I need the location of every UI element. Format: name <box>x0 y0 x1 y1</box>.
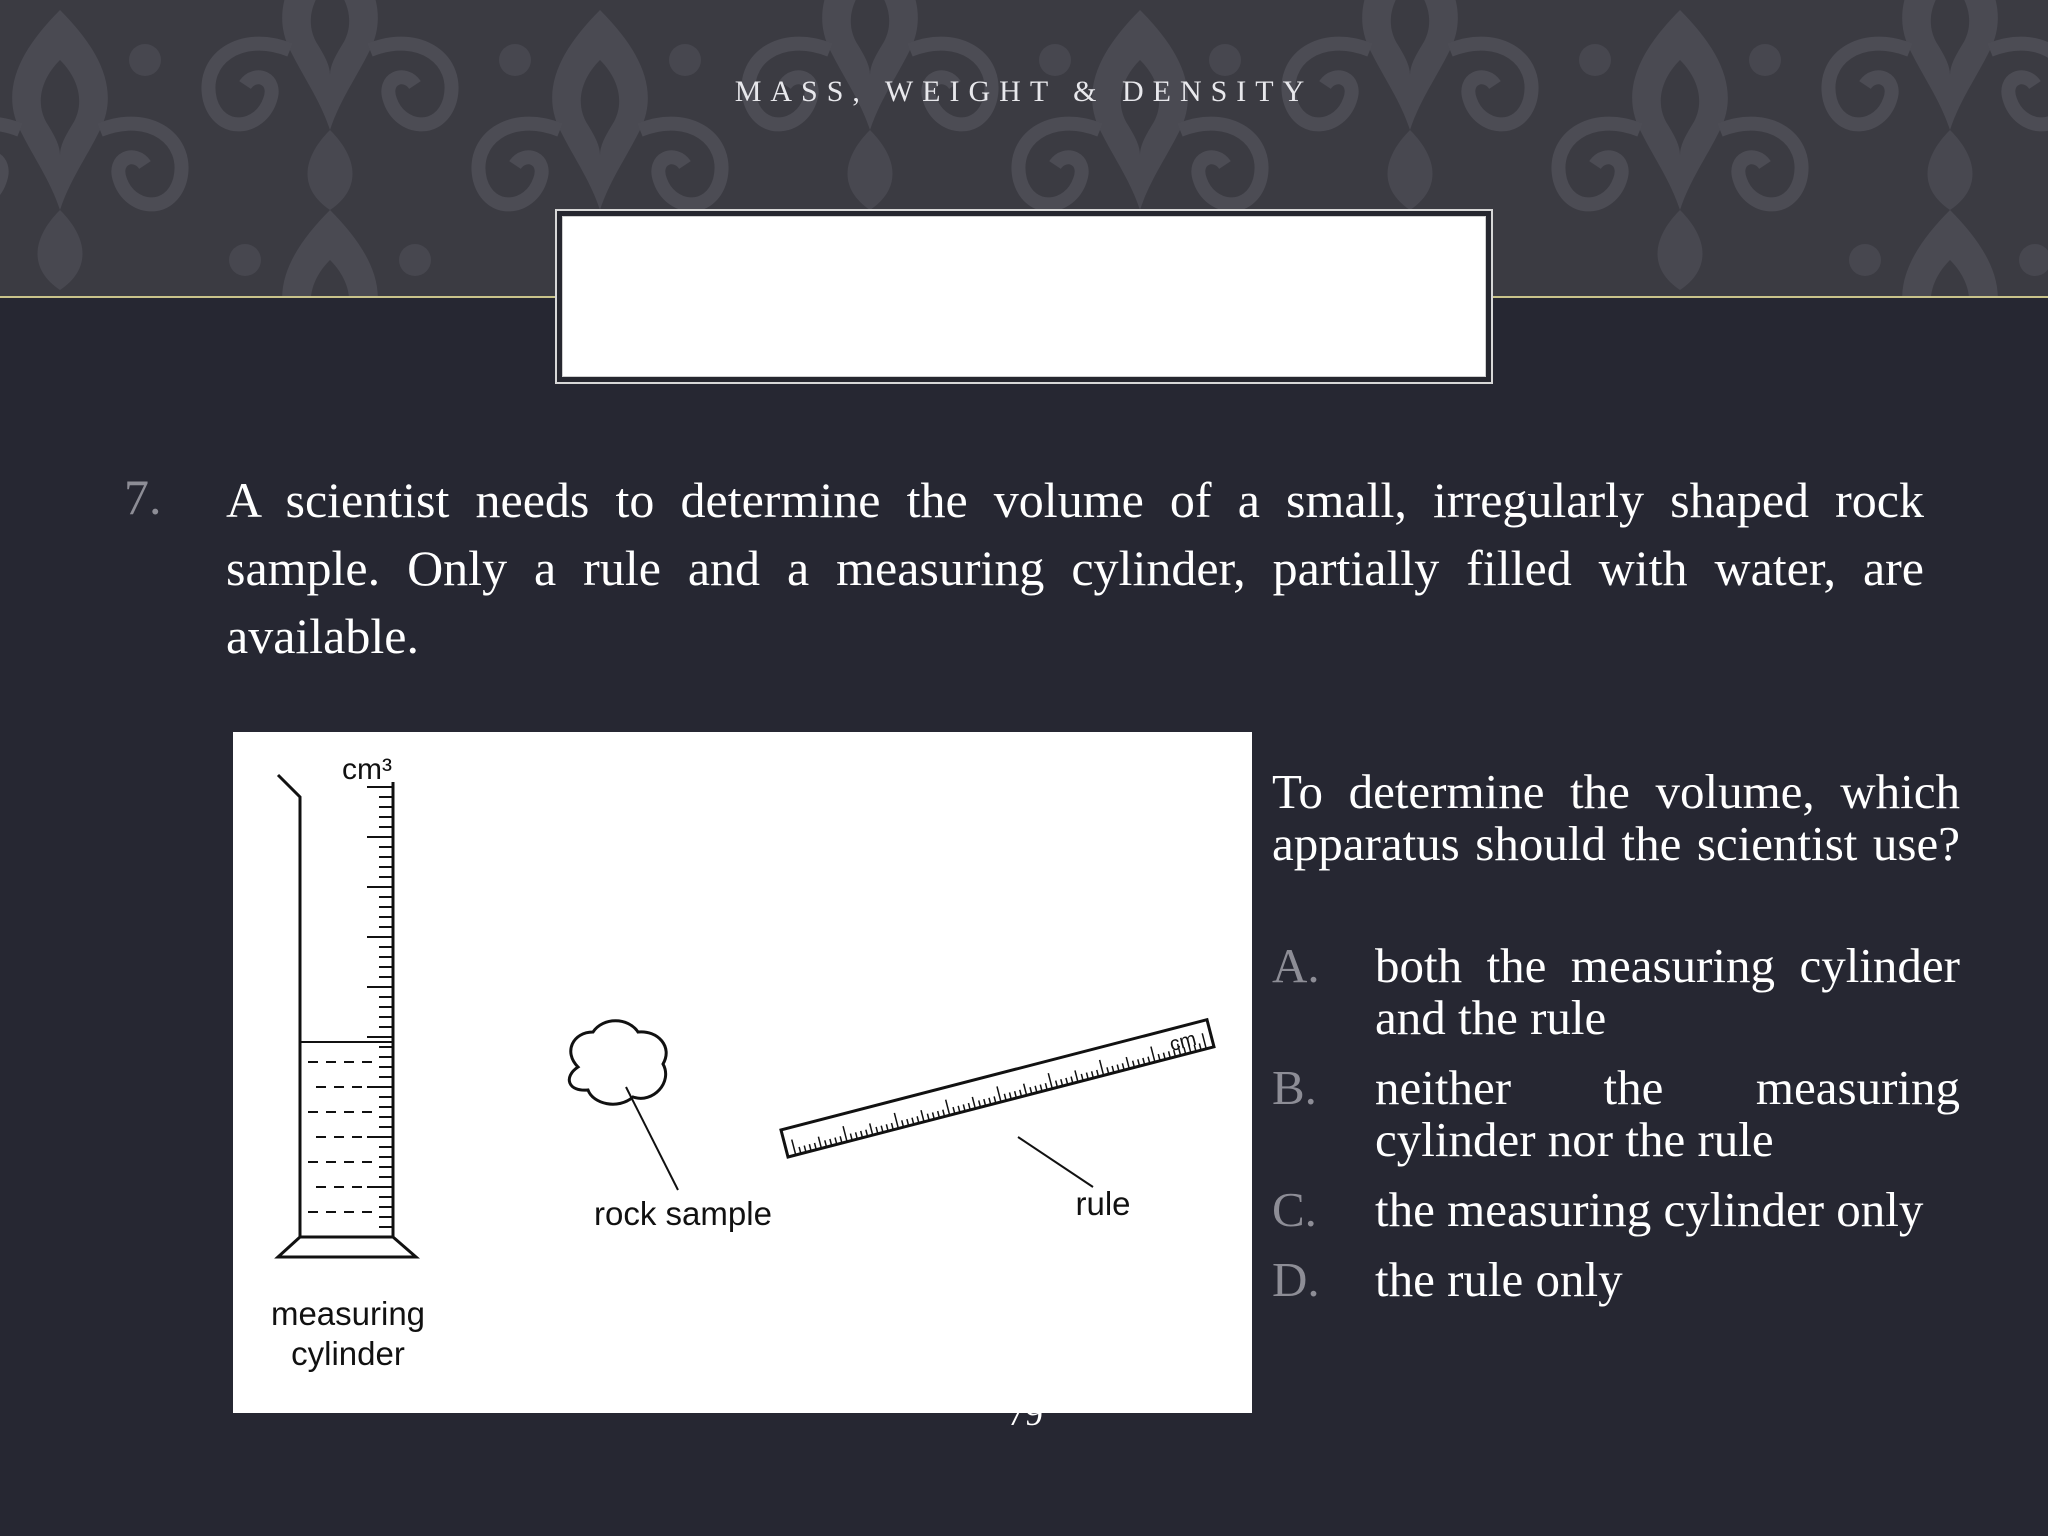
option-text: the measuring cylinder only <box>1375 1182 1924 1237</box>
apparatus-figure <box>233 732 1252 1413</box>
option-letter: B. <box>1272 1060 1317 1115</box>
option-a[interactable] <box>1272 940 1960 1044</box>
answer-options <box>1272 940 1960 1324</box>
option-text: the rule only <box>1375 1252 1623 1307</box>
ruler-icon <box>781 1020 1214 1157</box>
rock-sample-label: rock sample <box>594 1195 772 1232</box>
question-text: A scientist needs to determine the volume of a small, irregularly shaped rock sample. Only a rule and a measuring cylinder, partially filled with water, are available. <box>226 472 1924 664</box>
page-number: 79 <box>1007 1393 1043 1433</box>
option-letter: A. <box>1272 938 1320 993</box>
title-box-inner <box>562 216 1486 377</box>
title-box <box>555 209 1493 384</box>
option-letter: D. <box>1272 1252 1320 1307</box>
measuring-cylinder-label: measuring cylinder <box>270 1295 426 1372</box>
option-letter: C. <box>1272 1182 1317 1237</box>
option-c[interactable] <box>1272 1184 1960 1236</box>
option-d[interactable] <box>1272 1254 1960 1306</box>
rock-sample-icon <box>569 1021 666 1104</box>
measuring-cylinder-icon <box>278 775 416 1257</box>
option-text: both the measuring cylinder and the rule <box>1375 938 1960 1045</box>
rule-label: rule <box>1075 1185 1131 1222</box>
ruler-unit-label: cm <box>1167 1028 1199 1056</box>
cylinder-unit-label: cm³ <box>342 753 392 786</box>
deck-title: MASS, WEIGHT & DENSITY <box>734 75 1314 108</box>
option-b[interactable] <box>1272 1062 1960 1166</box>
question-prompt: To determine the volume, which apparatus should the scientist use? <box>1272 764 1960 871</box>
option-text: neither the measuring cylinder nor the rule <box>1375 1060 1960 1167</box>
question-number: 7. <box>124 469 162 525</box>
